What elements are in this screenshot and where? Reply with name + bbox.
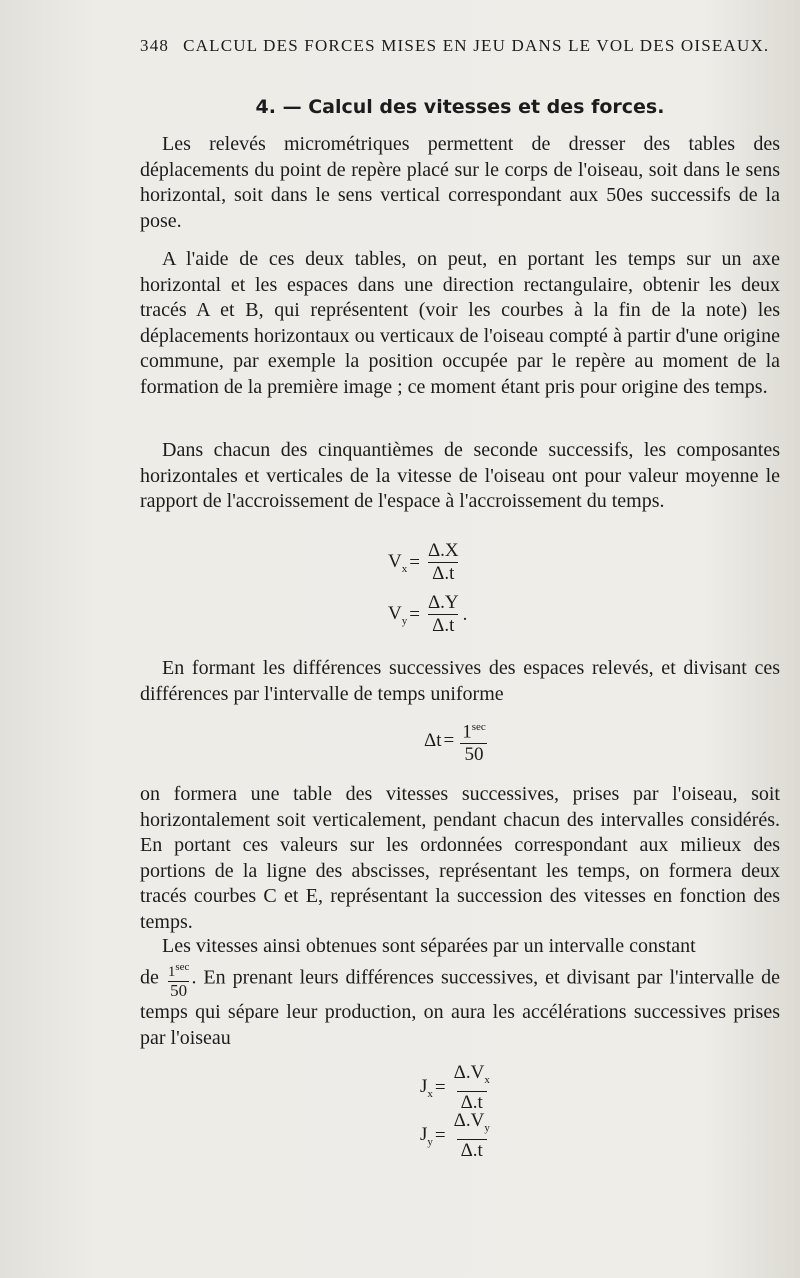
formula-jy: $J_y$ = $\frac{\Delta.V_y}{\Delta.t}$ [420,1110,494,1162]
running-header [140,36,780,56]
section-title: 4. — Calcul des vitesses et des forces. [255,96,665,118]
fraction: $\frac{\Delta.Y}{\Delta.t}$ [427,592,459,636]
fraction: $\frac{1^{sec}}{50}$ [462,721,486,766]
fraction: $\frac{\Delta.V_y}{\Delta.t}$ [453,1110,490,1161]
fraction: $\frac{\Delta.V_x}{\Delta.t}$ [453,1062,490,1113]
paragraph-3: Dans chacun des cinquantièmes de seconde successifs, les composantes horizontales et verticales de la vitesse de l'oiseau ont pour valeur moyenne le rapport de l'accroissement de l'espace à l'accroissement du temps. [140,439,780,512]
paragraph-6-first-line: Les vitesses ainsi obtenues sont séparées par un intervalle constant [162,935,696,957]
paragraph-5: on formera une table des vitesses successives, prises par l'oiseau, soit horizontalement soit verticalement, pendant chacun des intervalles considérés. En portant ces valeurs sur les ordonnées correspondant aux milieux des portions de la ligne des abscisses, représentant les temps, on formera deux tracés courbes C et E, représentant la succession des vitesses en fonction des temps. [140,783,780,933]
paragraph-1: Les relevés micrométriques permettent de dresser des tables des déplacements du point de repère placé sur le corps de l'oiseau, soit dans le sens horizontal, soit dans le sens vertical correspondant aux 50es successifs de la pose. [140,133,780,232]
fraction: $\frac{\Delta.X}{\Delta.t}$ [427,540,459,584]
formula-vy: $V_y$ = $\frac{\Delta.Y}{\Delta.t}$ . [388,592,468,636]
paragraph-2: A l'aide de ces deux tables, on peut, en portant les temps sur un axe horizontal et les espaces dans une direction rectangulaire, obtenir les deux tracés A et B, qui représentent (voir les courbes à la fin de la note) les déplacements horizontaux ou verticaux de l'oiseau compté à partir d'une origine commune, par exemple la position occupée par le repère au moment de la formation de la première image ; ce moment étant pris pour origine des temps. [140,248,780,398]
inline-fraction: $\frac{1^{sec}}{50}$ [167,961,190,1000]
formula-vx: $V_x$ = $\frac{\Delta.X}{\Delta.t}$ [388,540,463,585]
paragraph-4: En formant les différences successives des espaces relevés, et divisant ces différences par l'intervalle de temps uniforme [140,657,780,705]
paragraph-6: de $\frac{1^{sec}}{50}$ . En prenant leurs différences successives, et divisant par l'intervalle de temps qui sépare leur production, on aura les accélérations successives prises par l'oiseau [140,958,780,1051]
formula-jx: $J_x$ = $\frac{\Delta.V_x}{\Delta.t}$ [420,1062,494,1114]
formula-dt: Δt = $\frac{1^{sec}}{50}$ [424,716,490,766]
page-number: 348 [140,36,170,55]
running-title: CALCUL DES FORCES MISES EN JEU DANS LE VOL DES OISEAUX. [183,36,770,55]
